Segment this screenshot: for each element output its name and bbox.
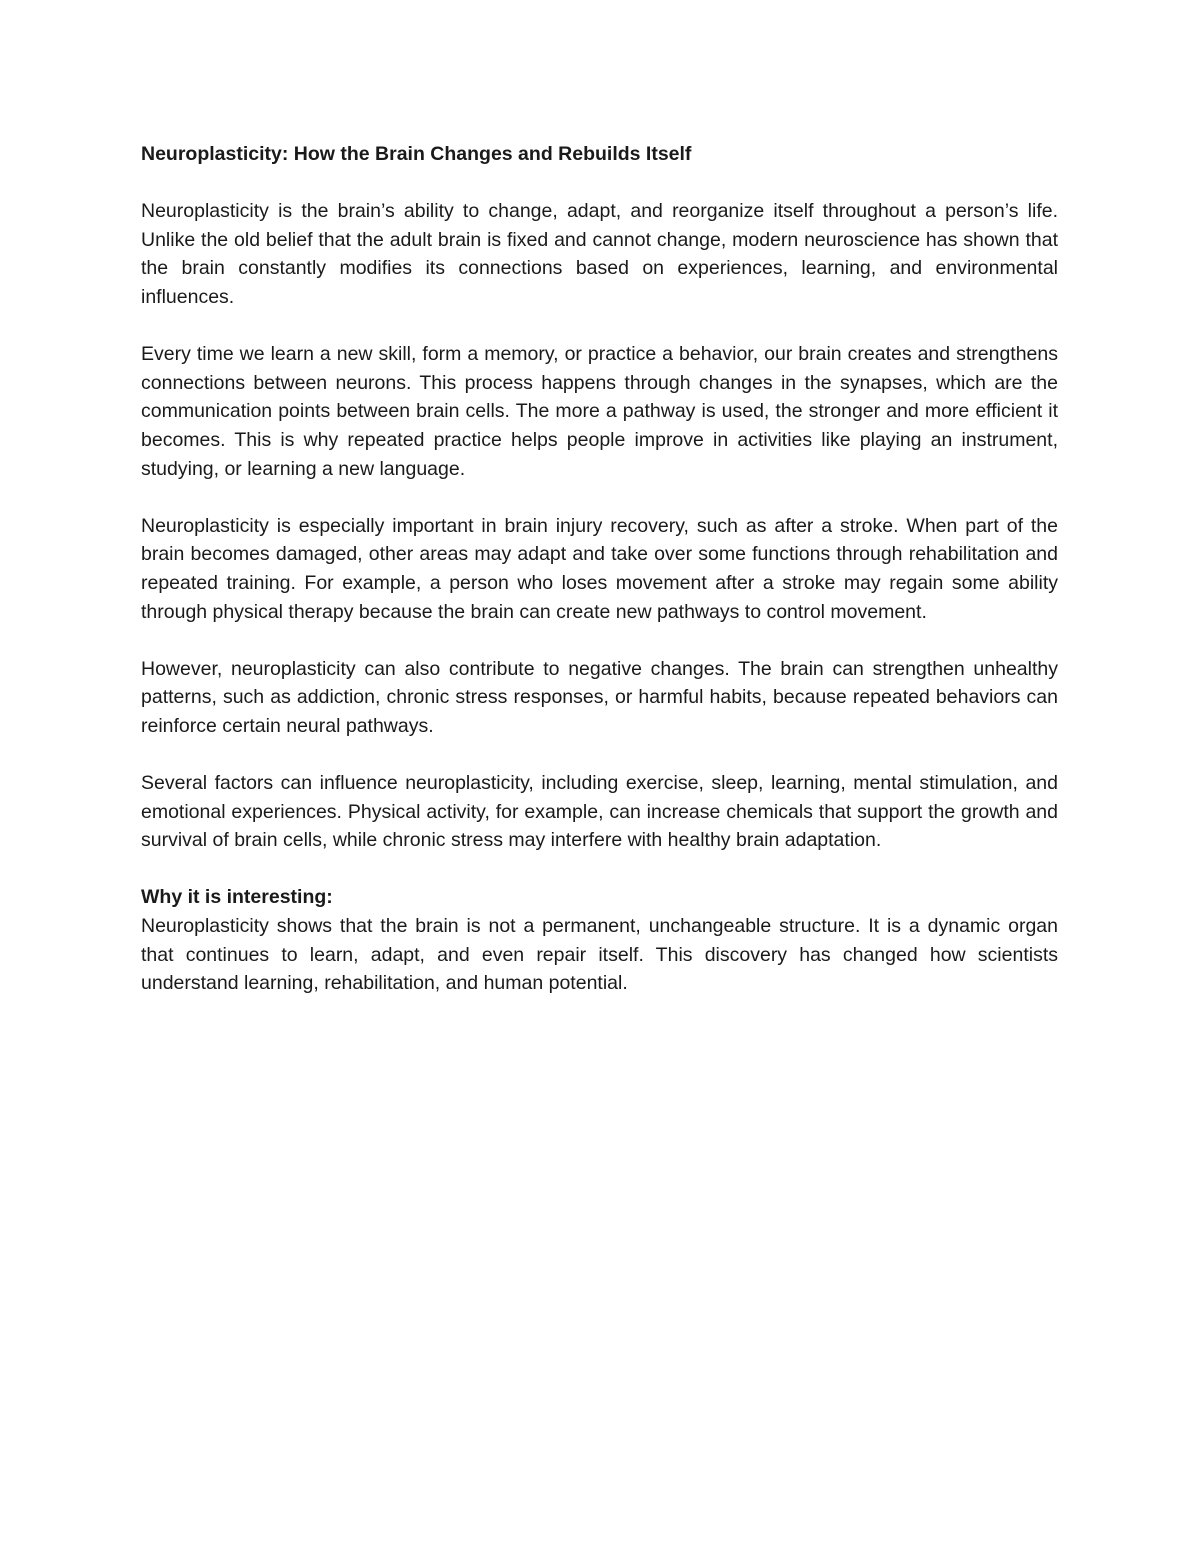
paragraph-definition: Neuroplasticity is the brain’s ability to change, adapt, and reorganize itself throughout a person’s life. Unlike the old belief that the adult brain is fixed and cannot change, modern neuroscience has shown that the brain constantly modifies its connections based on experiences, learning, and environmental influences.	[141, 200, 1058, 308]
document-body	[141, 140, 1058, 998]
paragraph-factors: Several factors can influence neuroplasticity, including exercise, sleep, learning, mental stimulation, and emotional experiences. Physical activity, for example, can increase chemicals that support the growth and survival of brain cells, while chronic stress may interfere with healthy brain adaptation.	[141, 772, 1058, 852]
interesting-heading: Why it is interesting:	[141, 886, 333, 909]
interesting-paragraph: Neuroplasticity shows that the brain is not a permanent, unchangeable structure. It is a dynamic organ that continues to learn, adapt, and even repair itself. This discovery has changed how scientists understand learning, rehabilitation, and human potential.	[141, 915, 1058, 995]
paragraph-negative-changes: However, neuroplasticity can also contribute to negative changes. The brain can strengthen unhealthy patterns, such as addiction, chronic stress responses, or harmful habits, because repeated behaviors can reinforce certain neural pathways.	[141, 657, 1058, 737]
paragraph-learning: Every time we learn a new skill, form a memory, or practice a behavior, our brain creates and strengthens connections between neurons. This process happens through changes in the synapses, which are the communication points between brain cells. The more a pathway is used, the stronger and more efficient it becomes. This is why repeated practice helps people improve in activities like playing an instrument, studying, or learning a new language.	[141, 343, 1058, 480]
paragraph-injury-recovery: Neuroplasticity is especially important in brain injury recovery, such as after a stroke. When part of the brain becomes damaged, other areas may adapt and take over some functions through rehabilitation and repeated training. For example, a person who loses movement after a stroke may regain some ability through physical therapy because the brain can create new pathways to control movement.	[141, 514, 1058, 623]
document-title: Neuroplasticity: How the Brain Changes and Rebuilds Itself	[141, 143, 692, 165]
